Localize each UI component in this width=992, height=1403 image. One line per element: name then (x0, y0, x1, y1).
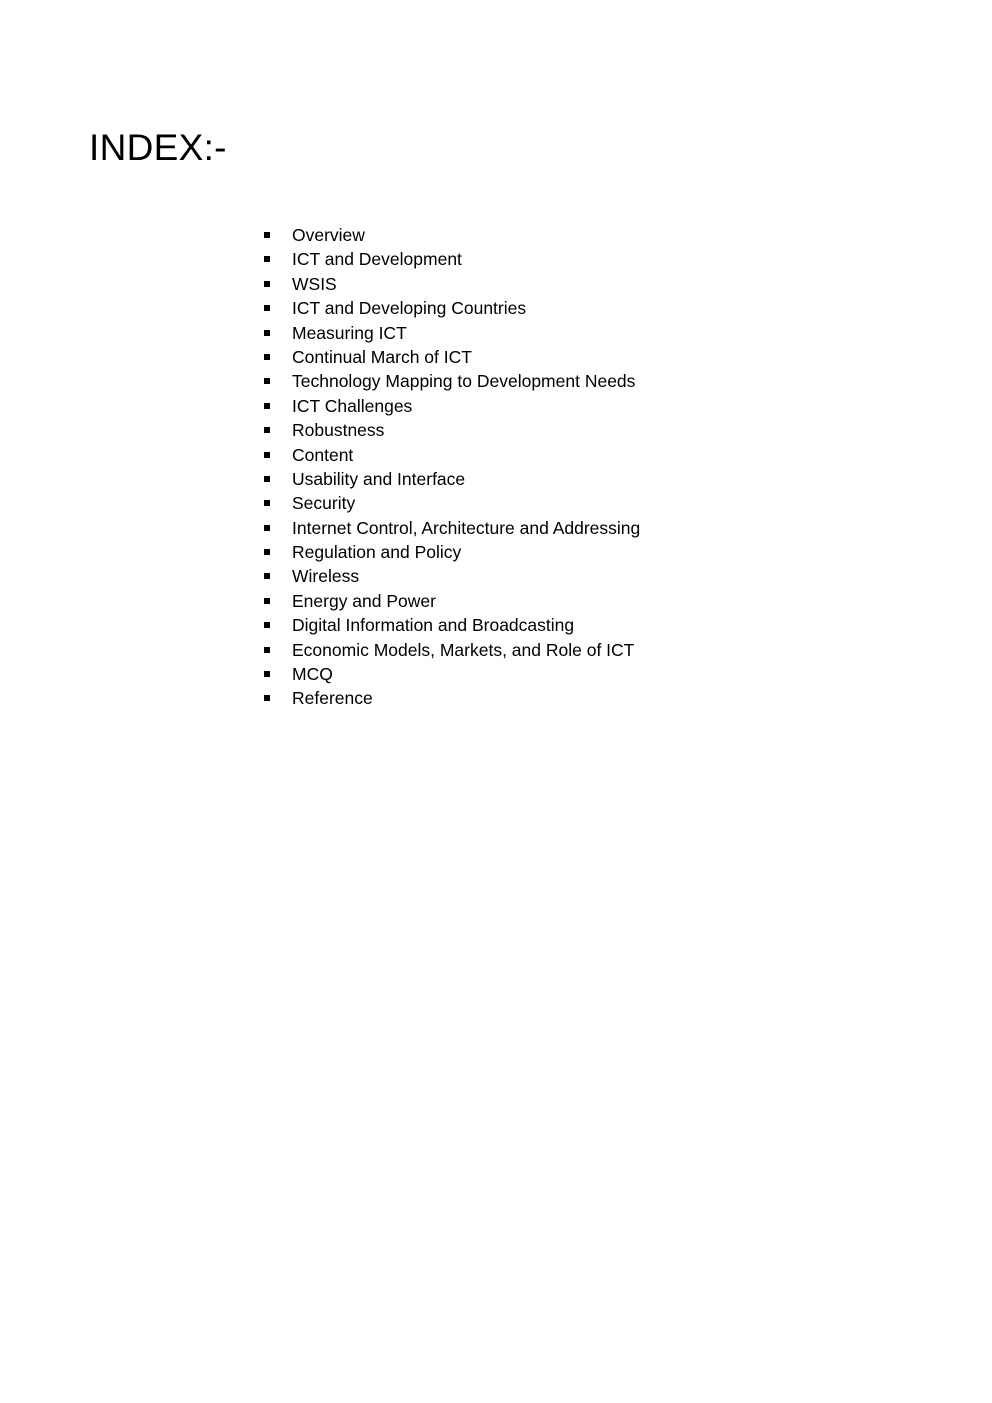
list-item-label: Reference (292, 688, 373, 709)
square-bullet-icon (264, 281, 270, 287)
list-item-label: Content (292, 444, 354, 465)
square-bullet-icon (264, 476, 270, 482)
square-bullet-icon (264, 330, 270, 336)
square-bullet-icon (264, 525, 270, 531)
list-item-label: Continual March of ICT (292, 346, 472, 367)
list-item-label: ICT and Developing Countries (292, 298, 527, 319)
square-bullet-icon (264, 403, 270, 409)
square-bullet-icon (264, 256, 270, 262)
square-bullet-icon (264, 427, 270, 433)
square-bullet-icon (264, 622, 270, 628)
square-bullet-icon (264, 695, 270, 701)
list-item-label: MCQ (292, 664, 333, 685)
square-bullet-icon (264, 305, 270, 311)
square-bullet-icon (264, 573, 270, 579)
list-item-label: Usability and Interface (292, 468, 466, 489)
square-bullet-icon (264, 549, 270, 555)
list-item-label: Regulation and Policy (292, 542, 462, 563)
square-bullet-icon (264, 452, 270, 458)
list-item-label: Digital Information and Broadcasting (292, 615, 575, 636)
page-title: INDEX:- (89, 127, 227, 168)
list-item-label: ICT and Development (292, 249, 462, 270)
square-bullet-icon (264, 378, 270, 384)
list-item-label: Security (292, 493, 356, 514)
square-bullet-icon (264, 647, 270, 653)
square-bullet-icon (264, 500, 270, 506)
list-item-label: Economic Models, Markets, and Role of ICT (292, 639, 635, 660)
list-item-label: Wireless (292, 566, 360, 587)
list-item-label: ICT Challenges (292, 395, 413, 416)
list-item-label: Energy and Power (292, 590, 436, 611)
list-item-label: Technology Mapping to Development Needs (292, 371, 636, 392)
square-bullet-icon (264, 232, 270, 238)
list-item-label: WSIS (292, 273, 337, 294)
square-bullet-icon (264, 598, 270, 604)
list-item-label: Overview (292, 225, 365, 245)
list-item-label: Measuring ICT (292, 322, 407, 343)
list-item-label: Robustness (292, 420, 385, 441)
list-item-label: Internet Control, Architecture and Addressing (292, 517, 641, 538)
square-bullet-icon (264, 671, 270, 677)
square-bullet-icon (264, 354, 270, 360)
